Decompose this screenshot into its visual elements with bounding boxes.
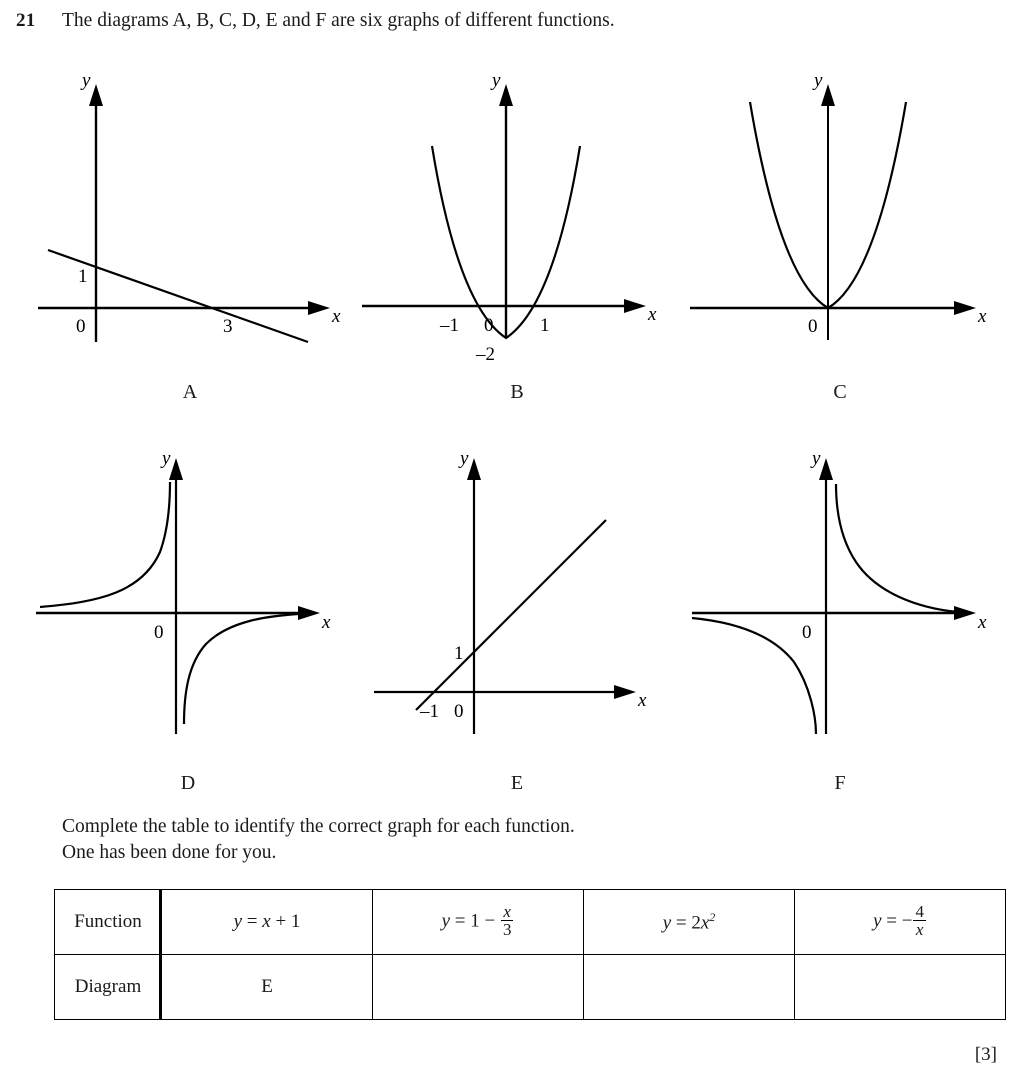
fn2-const: 1	[470, 910, 480, 932]
y-axis-label: y	[492, 70, 501, 91]
y-axis-arrow	[821, 84, 835, 106]
curve-hyperbola-f-upper	[836, 484, 958, 612]
diagram-letter-e: E	[510, 772, 524, 794]
instructions	[62, 814, 575, 866]
y-axis-label: y	[812, 452, 821, 469]
answer-cell-1[interactable]: E	[162, 955, 373, 1020]
row-header-function: Function	[55, 890, 162, 955]
fn4-var-y: y	[873, 910, 882, 932]
function-cell-4	[795, 890, 1006, 955]
fn3-exponent: 2	[709, 909, 716, 924]
fn4-minus: −	[901, 910, 913, 932]
x-axis-arrow	[624, 299, 646, 313]
y-axis-label: y	[460, 452, 469, 469]
answer-cell-4[interactable]	[795, 955, 1006, 1020]
fn1-plus: +	[275, 911, 287, 932]
answer-cell-3[interactable]	[584, 955, 795, 1020]
fn4-fraction	[913, 903, 926, 939]
y-axis-arrow	[467, 458, 481, 480]
answer-table	[54, 889, 1006, 1020]
formula-y-equals-minus-4-over-x	[873, 904, 927, 940]
fn1-var-y: y	[233, 911, 243, 932]
fn4-denominator: x	[915, 920, 924, 939]
table-row-diagram	[55, 955, 1006, 1020]
x-axis-label: x	[638, 690, 647, 711]
x-axis-arrow	[308, 301, 330, 315]
tick-label-one: 1	[78, 266, 88, 287]
question-header	[0, 10, 1015, 42]
diagram-e	[348, 452, 678, 782]
formula-y-equals-1-minus-x-over-3	[442, 904, 515, 940]
fn4-equals: =	[886, 910, 897, 932]
x-axis-arrow	[614, 685, 636, 699]
instruction-line-1: Complete the table to identify the correct graph for each function.	[62, 816, 575, 837]
answer-cell-2[interactable]	[373, 955, 584, 1020]
function-cell-2	[373, 890, 584, 955]
diagram-letter-f: F	[834, 772, 846, 794]
y-axis-arrow	[499, 84, 513, 106]
x-axis-arrow	[954, 301, 976, 315]
tick-label-zero: 0	[802, 622, 812, 643]
tick-label-three: 3	[223, 316, 233, 337]
diagram-letter-c: C	[833, 381, 847, 403]
fn1-var-x: x	[262, 911, 271, 932]
y-axis-label: y	[82, 70, 91, 91]
diagram-f	[676, 452, 1006, 782]
fn3-var-y: y	[662, 912, 672, 934]
y-axis-label: y	[162, 452, 171, 469]
tick-label-minus-two: –2	[476, 344, 495, 365]
curve-hyperbola-d-upper	[40, 482, 170, 607]
diagram-letter-d: D	[180, 772, 196, 794]
formula-y-equals-x-plus-1	[234, 911, 301, 933]
tick-label-zero: 0	[154, 622, 164, 643]
fn2-var-y: y	[441, 910, 450, 932]
question-statement: The diagrams A, B, C, D, E and F are six graphs of different functions.	[62, 10, 615, 31]
fn2-denominator: 3	[502, 920, 512, 939]
tick-label-zero: 0	[484, 315, 494, 336]
x-axis-label: x	[322, 612, 331, 633]
fn3-var-x: x	[700, 912, 710, 934]
fn2-equals: =	[454, 910, 466, 932]
question-number: 21	[16, 10, 36, 31]
tick-label-one: 1	[454, 643, 464, 664]
y-axis-arrow	[819, 458, 833, 480]
tick-label-minus-one: –1	[440, 315, 459, 336]
instruction-line-2: One has been done for you.	[62, 842, 277, 863]
x-axis-label: x	[978, 612, 987, 633]
fn4-numerator: 4	[915, 902, 924, 921]
diagram-b	[348, 70, 678, 400]
x-axis-label: x	[332, 306, 341, 327]
x-axis-label: x	[978, 306, 987, 327]
diagram-a	[20, 70, 350, 400]
tick-label-minus-one: –1	[420, 701, 439, 722]
x-axis-label: x	[648, 304, 657, 325]
fn2-numerator: x	[501, 903, 514, 921]
curve-line-e	[416, 520, 606, 710]
y-axis-label: y	[814, 70, 823, 91]
y-axis-arrow	[169, 458, 183, 480]
curve-hyperbola-d-lower	[184, 614, 298, 724]
row-header-diagram: Diagram	[55, 955, 162, 1020]
fn2-fraction	[501, 903, 514, 939]
fn1-equals: =	[246, 911, 258, 932]
fn3-coefficient: 2	[691, 912, 701, 934]
x-axis-arrow	[298, 606, 320, 620]
fn2-minus: −	[484, 910, 496, 932]
table-row-function	[55, 890, 1006, 955]
marks-indicator: [3]	[974, 1044, 997, 1065]
diagram-c	[676, 70, 1006, 400]
tick-label-zero: 0	[808, 316, 818, 337]
fn1-const: 1	[290, 911, 301, 932]
formula-y-equals-2x-squared	[663, 910, 716, 934]
tick-label-zero: 0	[76, 316, 86, 337]
tick-label-zero: 0	[454, 701, 464, 722]
fn3-equals: =	[675, 912, 687, 934]
curve-hyperbola-f-lower	[692, 618, 816, 734]
curve-line-a	[48, 250, 308, 342]
diagram-d	[20, 452, 350, 782]
diagram-letter-a: A	[182, 381, 198, 403]
tick-label-one: 1	[540, 315, 550, 336]
diagram-letter-b: B	[510, 381, 524, 403]
function-cell-1	[162, 890, 373, 955]
function-cell-3	[584, 890, 795, 955]
y-axis-arrow	[89, 84, 103, 106]
